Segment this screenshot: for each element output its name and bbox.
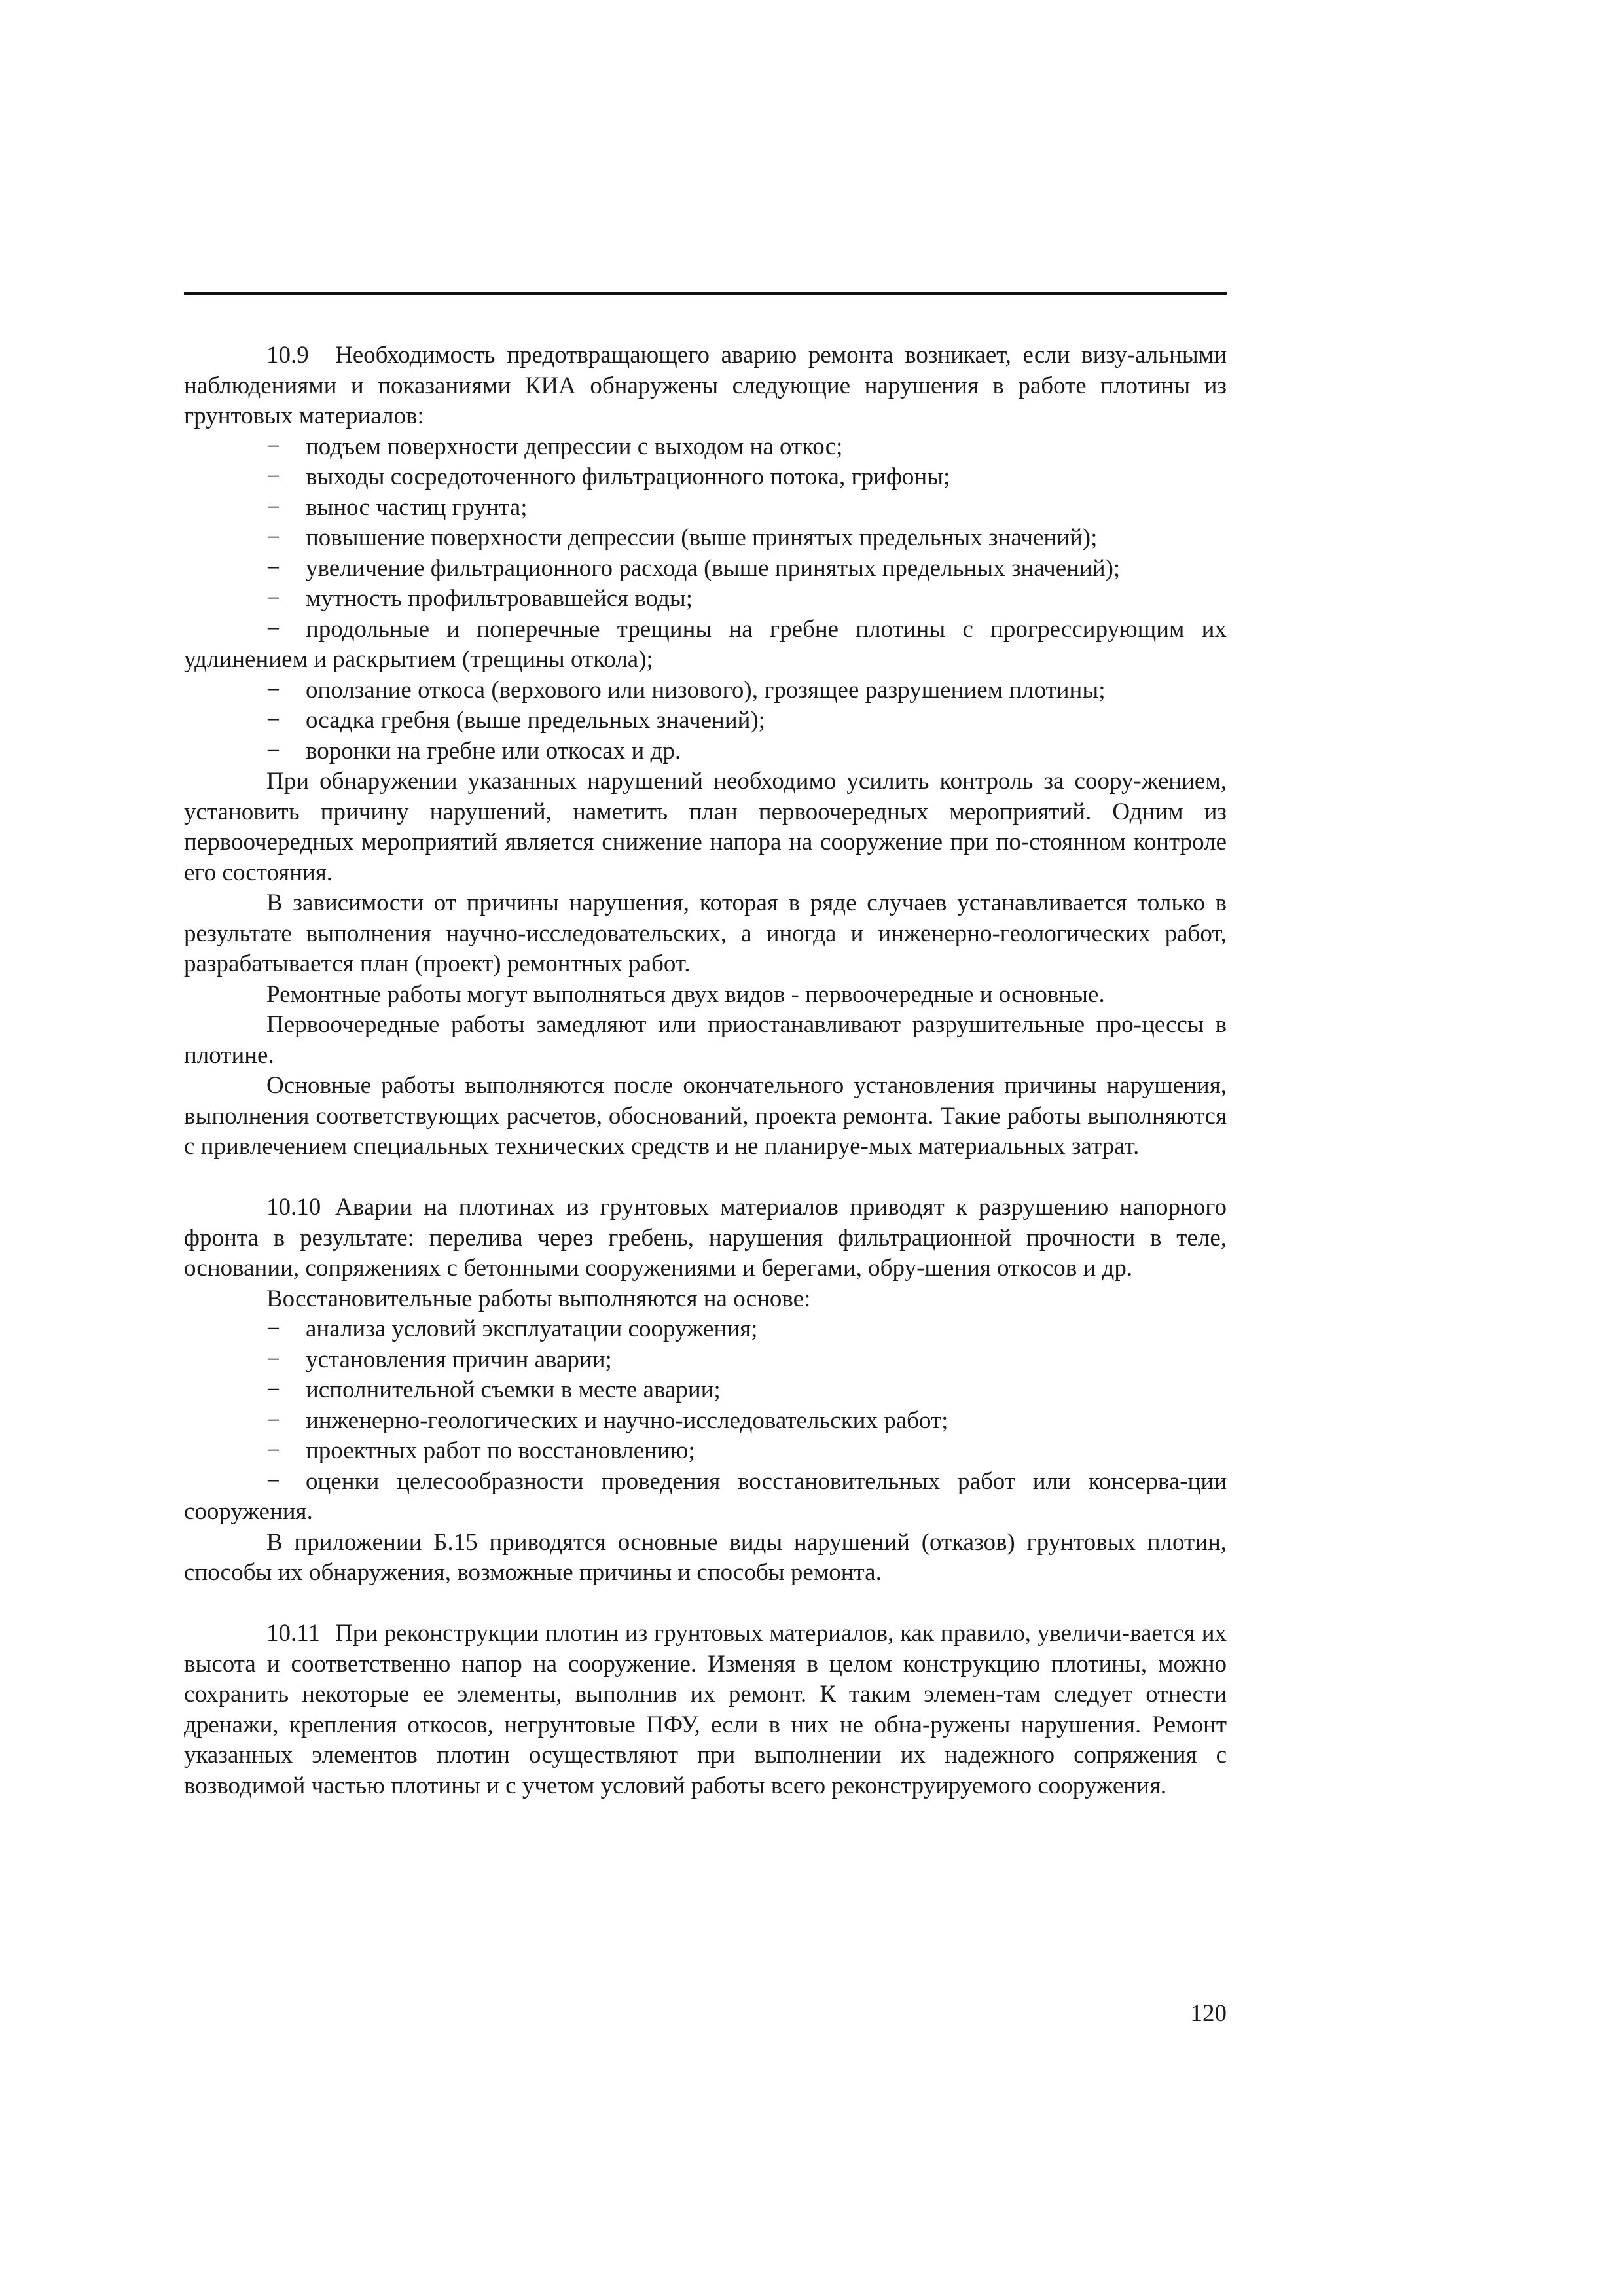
- dash-marker: −: [266, 585, 280, 612]
- list-item-text: исполнительной съемки в месте аварии;: [306, 1376, 721, 1403]
- list-item-text: мутность профильтровавшейся воды;: [306, 585, 693, 612]
- dash-marker: −: [266, 1376, 280, 1403]
- list-item-text: проектных работ по восстановлению;: [306, 1437, 695, 1464]
- dash-marker: −: [266, 1346, 280, 1373]
- section-10-10-intro: [184, 1193, 1227, 1284]
- list-item-text: оценки целесообразности проведения восстановительных работ или консерва-ции сооружения.: [184, 1467, 1227, 1525]
- section-text: При реконструкции плотин из грунтовых материалов, как правило, увеличи-вается их высота и соответственно напор на сооружение. Изменяя в целом конструкцию плотины, можно сохранить некоторые ее элементы, выполнив их ремонт. К таким элемен-там следует отнести дренажи, крепления откосов, негрунтовые ПФУ, если в них не обна-ружены нарушения. Ремонт указанных элементов плотин осуществляют при выполнении их надежного сопряжения с возводимой частью плотины и с учетом условий работы всего реконструируемого сооружения.: [184, 1620, 1227, 1799]
- list-item-text: увеличение фильтрационного расхода (выше принятых предельных значений);: [306, 554, 1121, 582]
- list-item-text: выходы сосредоточенного фильтрационного потока, грифоны;: [306, 463, 950, 490]
- page-number: 120: [1190, 2000, 1227, 2027]
- dash-marker: −: [266, 676, 280, 704]
- section-intro-text: Необходимость предотвращающего аварию ремонта возникает, если визу-альными наблюдениями и показаниями КИА обнаружены следующие нарушения в работе плотины из грунтовых материалов:: [184, 342, 1227, 429]
- list-item-text: вынос частиц грунта;: [306, 493, 528, 521]
- list-item: [184, 1467, 1227, 1528]
- list-item-text: оползание откоса (верхового или низового), грозящее разрушением плотины;: [306, 676, 1106, 704]
- dash-marker: −: [266, 493, 280, 521]
- dash-marker: −: [266, 554, 280, 582]
- list-item: [184, 584, 1227, 615]
- dash-marker: −: [266, 1467, 280, 1495]
- section-number: 10.9: [266, 342, 309, 368]
- paragraph: В зависимости от причины нарушения, которая в ряде случаев устанавливается только в результате выполнения научно-исследовательских, а иногда и инженерно-геологических работ, разрабатывается план (проект) ремонтных работ.: [184, 889, 1227, 977]
- document-body: [184, 340, 1227, 1801]
- list-item: [184, 675, 1227, 706]
- list-item: [184, 1375, 1227, 1406]
- list-item: [184, 1406, 1227, 1437]
- dash-marker: −: [266, 737, 280, 764]
- dash-marker: −: [266, 1407, 280, 1434]
- paragraph: Основные работы выполняются после окончательного установления причины нарушения, выполнения соответствующих расчетов, обоснований, проекта ремонта. Такие работы выполняются с привлечением специальных технических средств и не планируе-мых материальных затрат.: [184, 1072, 1227, 1160]
- list-item-text: анализа условий эксплуатации сооружения;: [306, 1316, 758, 1342]
- section-number: 10.11: [266, 1620, 320, 1647]
- list-item-text: установления причин аварии;: [306, 1346, 612, 1373]
- section-10-11: [184, 1619, 1227, 1801]
- dash-marker: −: [266, 433, 280, 460]
- list-item: [184, 1314, 1227, 1345]
- list-item: [184, 615, 1227, 675]
- list-item-text: подъем поверхности депрессии с выходом на откос;: [306, 433, 843, 460]
- paragraph: Ремонтные работы могут выполняться двух видов - первоочередные и основные.: [266, 980, 1105, 1008]
- list-item: [184, 1345, 1227, 1376]
- dash-marker: −: [266, 1437, 280, 1464]
- list-item-text: инженерно-геологических и научно-исследовательских работ;: [306, 1407, 948, 1434]
- paragraph: Первоочередные работы замедляют или приостанавливают разрушительные про-цессы в плотине.: [184, 1011, 1227, 1069]
- list-item: [184, 493, 1227, 524]
- list-item: [184, 432, 1227, 463]
- dash-marker: −: [266, 615, 280, 643]
- list-item: [184, 706, 1227, 736]
- list-item: [184, 462, 1227, 493]
- list-item: [184, 554, 1227, 584]
- list-item: [184, 523, 1227, 554]
- dash-marker: −: [266, 707, 280, 734]
- list-item-text: воронки на гребне или откосах и др.: [306, 737, 681, 764]
- list-item-text: повышение поверхности депрессии (выше принятых предельных значений);: [306, 524, 1098, 551]
- paragraph: Восстановительные работы выполняются на основе:: [266, 1285, 811, 1312]
- paragraph: В приложении Б.15 приводятся основные виды нарушений (отказов) грунтовых плотин, способы их обнаружения, возможные причины и способы ремонта.: [184, 1528, 1227, 1586]
- header-rule: [184, 292, 1227, 295]
- dash-marker: −: [266, 1316, 280, 1342]
- paragraph: При обнаружении указанных нарушений необходимо усилить контроль за соору-жением, установить причину нарушений, наметить план первоочередных мероприятий. Одним из первоочередных мероприятий является снижение напора на сооружение при по-стоянном контроле его состояния.: [184, 768, 1227, 886]
- list-item-text: продольные и поперечные трещины на гребне плотины с прогрессирующим их удлинением и раскрытием (трещины откола);: [184, 615, 1227, 673]
- list-item: [184, 1436, 1227, 1467]
- section-10-9-intro: [184, 340, 1227, 432]
- section-intro-text: Аварии на плотинах из грунтовых материалов приводят к разрушению напорного фронта в результате: перелива через гребень, нарушения фильтрационной прочности в теле, основании, сопряжениях с бетонными сооружениями и берегами, обру-шения откосов и др.: [184, 1194, 1227, 1282]
- list-item-text: осадка гребня (выше предельных значений);: [306, 707, 766, 734]
- dash-marker: −: [266, 463, 280, 490]
- section-number: 10.10: [266, 1194, 321, 1221]
- dash-marker: −: [266, 524, 280, 551]
- list-item: [184, 736, 1227, 767]
